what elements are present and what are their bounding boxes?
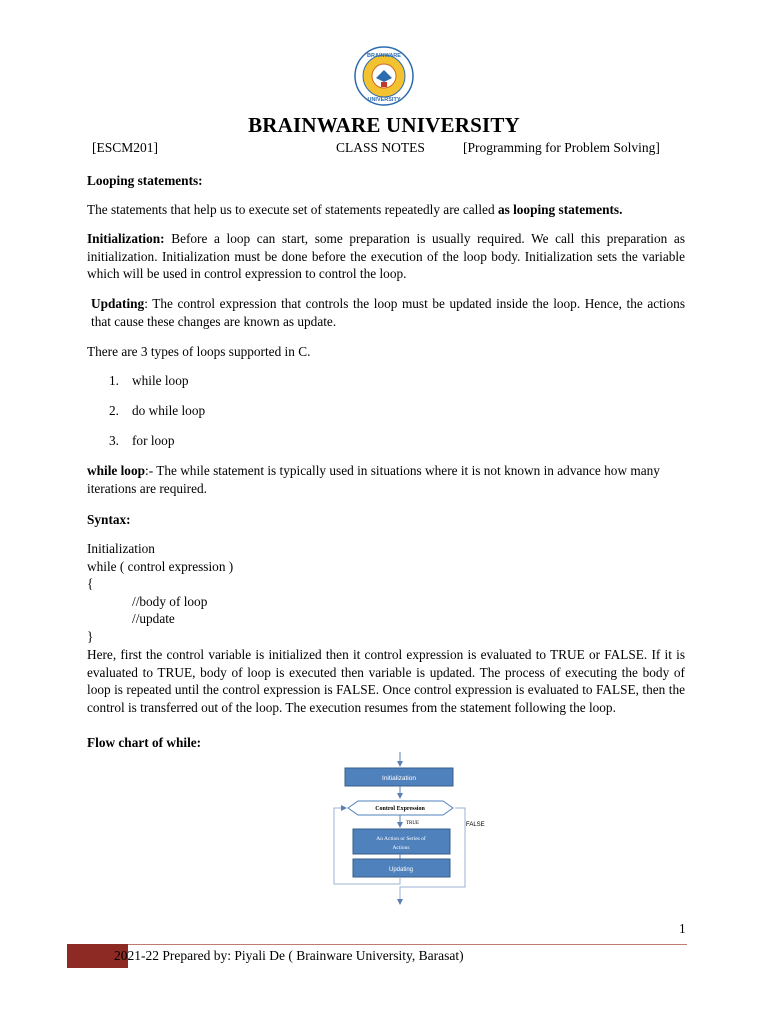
code-line: while ( control expression ) [87,558,234,574]
subject-title: [Programming for Problem Solving] [463,140,660,155]
list-item: while loop [132,373,189,388]
footer-rule [67,944,687,945]
list-item: for loop [132,433,175,448]
section-heading: Looping statements: [87,173,203,188]
code-line: //update [132,611,175,627]
updating-paragraph: Updating: The control expression that controls the loop must be updated inside the loop. Hence, the actions that cause these changes are known as update. [91,296,685,329]
logo-text-top: BRAINWARE [367,53,401,59]
updating-label: Updating [388,867,414,873]
explanation-paragraph: Here, first the control variable is initialized then it control expression is evaluated to TRUE or FALSE. If it is evaluated to TRUE, body of loop is executed then variable is updated. The process of executing the body of loop is repeated until the control expression is FALSE. Once control expression is evaluated to FALSE, then the control is transferred out of the loop. The execution resumes from the statement following the loop. [87,647,685,715]
action-label-line2: Actions [392,845,410,851]
false-label: FALSE [466,822,485,828]
control-expression-label: Control Expression [375,806,425,812]
list-item-number: 3. [109,433,119,448]
loop-types-intro: There are 3 types of loops supported in C. [87,344,311,359]
syntax-heading: Syntax: [87,512,131,527]
intro-paragraph: The statements that help us to execute set of statements repeatedly are called as looping statements. [87,202,623,217]
action-label-line1: An Action or Series of [376,836,426,842]
course-code: [ESCM201] [92,140,159,155]
while-flowchart [320,752,500,912]
footer-text: 2021-22 Prepared by: Piyali De ( Brainware University, Barasat) [114,948,464,963]
page-number: 1 [679,921,686,936]
code-line: { [87,576,94,592]
code-line: //body of loop [132,593,208,609]
initialization-paragraph: Initialization: Before a loop can start, some preparation is usually required. We call this preparation as initialization. Initialization must be done before the execution of the loop body. Initialization sets the variable which will be used in control expression to control the loop. [87,231,685,281]
list-item-number: 2. [109,403,119,418]
code-block [87,540,233,646]
list-item: do while loop [132,403,206,418]
true-label: TRUE [406,821,420,826]
code-line: } [87,628,94,644]
logo-text-bottom: UNIVERSITY [367,97,401,103]
list-item-number: 1. [109,373,119,388]
while-loop-paragraph: while loop:- The while statement is typically used in situations where it is not known in advance how many iterations are required. [87,463,660,496]
code-line: Initialization [87,541,155,556]
university-logo [354,46,414,106]
notes-label: CLASS NOTES [336,140,425,155]
initialization-label: Initialization [382,775,416,782]
flowchart-heading: Flow chart of while: [87,735,202,750]
university-title: BRAINWARE UNIVERSITY [248,113,520,137]
